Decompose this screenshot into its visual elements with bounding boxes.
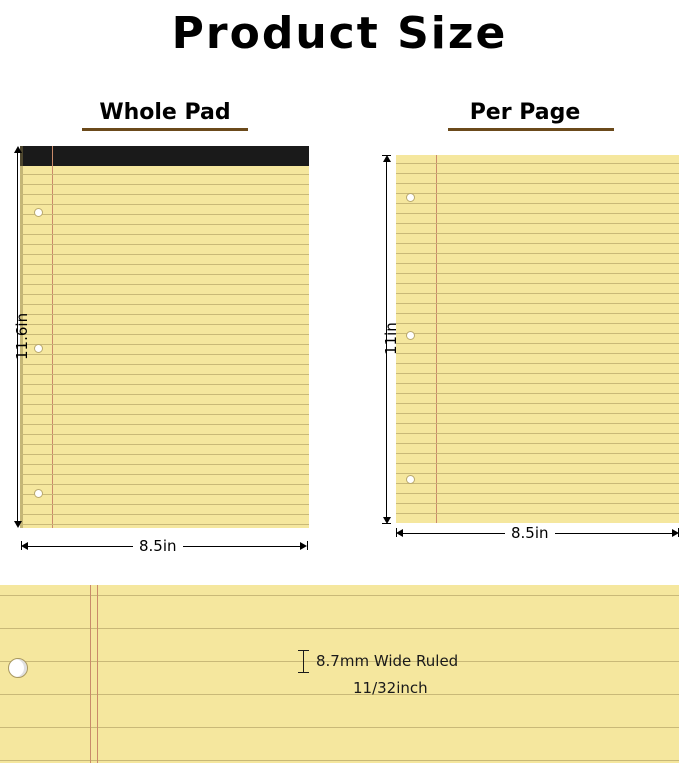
page-margin-line [436,155,437,523]
whole-pad-width-label: 8.5in [133,537,183,555]
per-page-width-label: 8.5in [505,524,555,542]
per-page-height-cap-bottom [382,523,391,524]
rule-spacing-bracket-cap-bottom [298,672,309,673]
per-page-width-arrow-left [396,529,403,537]
closeup-punch-hole [8,658,28,678]
whole-pad-width-arrow-right [300,542,307,550]
section-heading-per-page: Per Page [469,100,581,125]
per-page-height-arrow-top [383,155,391,162]
punch-hole [406,193,415,202]
per-page-height-cap-top [382,155,391,156]
whole-pad-illustration [20,146,309,528]
per-page-illustration [396,155,679,523]
whole-pad-height-arrow-top [14,146,22,153]
rule-spacing-inches-label: 11/32inch [353,679,428,697]
section-heading-whole-pad: Whole Pad [99,100,231,125]
punch-hole [34,344,43,353]
pad-binding-strip [20,146,309,166]
page-title: Product Size [171,8,508,59]
whole-pad-width-cap-right [307,541,308,550]
rule-spacing-bracket [303,650,304,672]
ruling-closeup-illustration [0,585,679,763]
per-page-width-cap-left [396,528,397,537]
rule-spacing-label: 8.7mm Wide Ruled [316,652,459,670]
whole-pad-height-label: 11.6in [13,312,31,360]
punch-hole [34,489,43,498]
closeup-margin-line-secondary [97,585,98,763]
punch-hole [34,208,43,217]
whole-pad-height-arrow-bottom [14,521,22,528]
heading-underline-whole-pad [82,128,248,131]
heading-underline-per-page [448,128,614,131]
punch-hole [406,475,415,484]
closeup-margin-line [90,585,91,763]
whole-pad-width-arrow-left [21,542,28,550]
per-page-height-label: 11in [382,322,400,355]
punch-hole [406,331,415,340]
whole-pad-width-cap-left [21,541,22,550]
rule-spacing-bracket-cap-top [298,650,309,651]
